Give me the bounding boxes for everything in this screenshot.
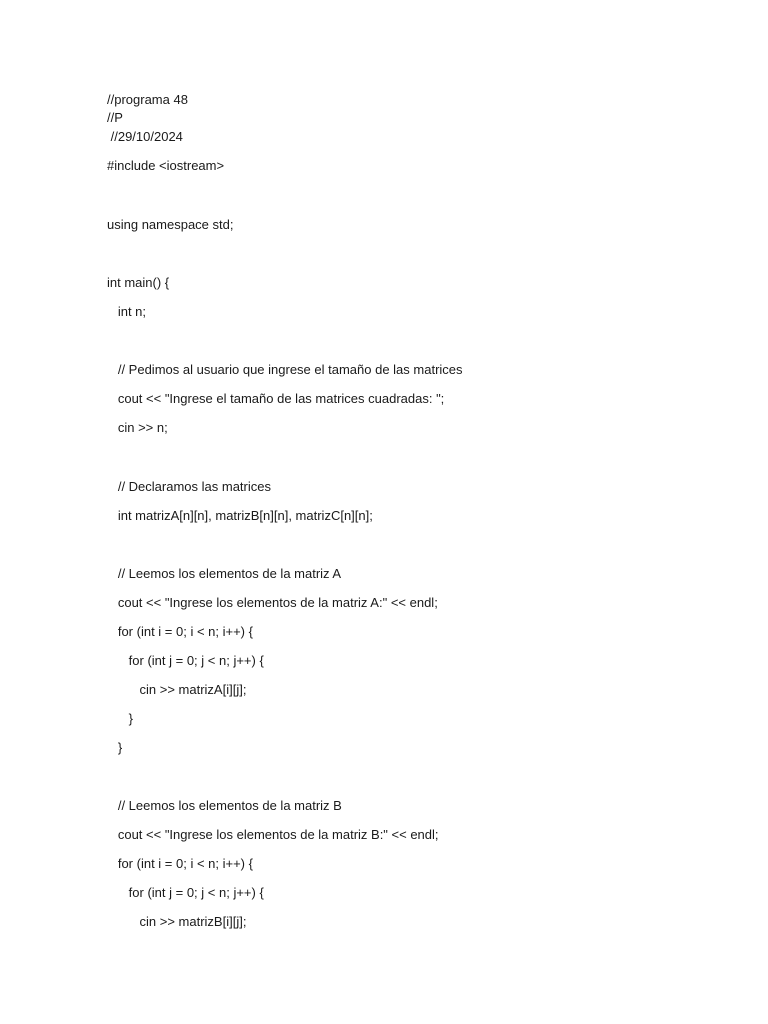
code-line: // Declaramos las matrices	[107, 479, 271, 494]
code-line: //programa 48	[107, 92, 188, 107]
code-line: // Leemos los elementos de la matriz A	[107, 566, 342, 581]
code-line: }	[107, 711, 134, 726]
code-line: cout << "Ingrese los elementos de la matriz B:" << endl;	[107, 827, 439, 842]
code-line: cout << "Ingrese los elementos de la matriz A:" << endl;	[107, 595, 438, 610]
code-line: using namespace std;	[107, 217, 234, 232]
code-line: for (int j = 0; j < n; j++) {	[107, 885, 264, 900]
code-line: }	[107, 740, 123, 755]
code-line: cin >> matrizA[i][j];	[107, 682, 247, 697]
code-line: for (int j = 0; j < n; j++) {	[107, 653, 264, 668]
code-line: //29/10/2024	[107, 129, 183, 144]
code-line: for (int i = 0; i < n; i++) {	[107, 624, 253, 639]
code-line: cout << "Ingrese el tamaño de las matrices cuadradas: ";	[107, 391, 445, 406]
code-line: cin >> n;	[107, 420, 168, 435]
code-line: int n;	[107, 304, 147, 319]
code-line: for (int i = 0; i < n; i++) {	[107, 856, 253, 871]
code-line: //P	[107, 110, 123, 125]
code-line: cin >> matrizB[i][j];	[107, 914, 247, 929]
code-line: #include <iostream>	[107, 158, 225, 173]
code-line: int main() {	[107, 275, 170, 290]
code-line: int matrizA[n][n], matrizB[n][n], matrizC[n][n];	[107, 508, 373, 523]
code-line: // Leemos los elementos de la matriz B	[107, 798, 342, 813]
code-line: // Pedimos al usuario que ingrese el tamaño de las matrices	[107, 362, 463, 377]
